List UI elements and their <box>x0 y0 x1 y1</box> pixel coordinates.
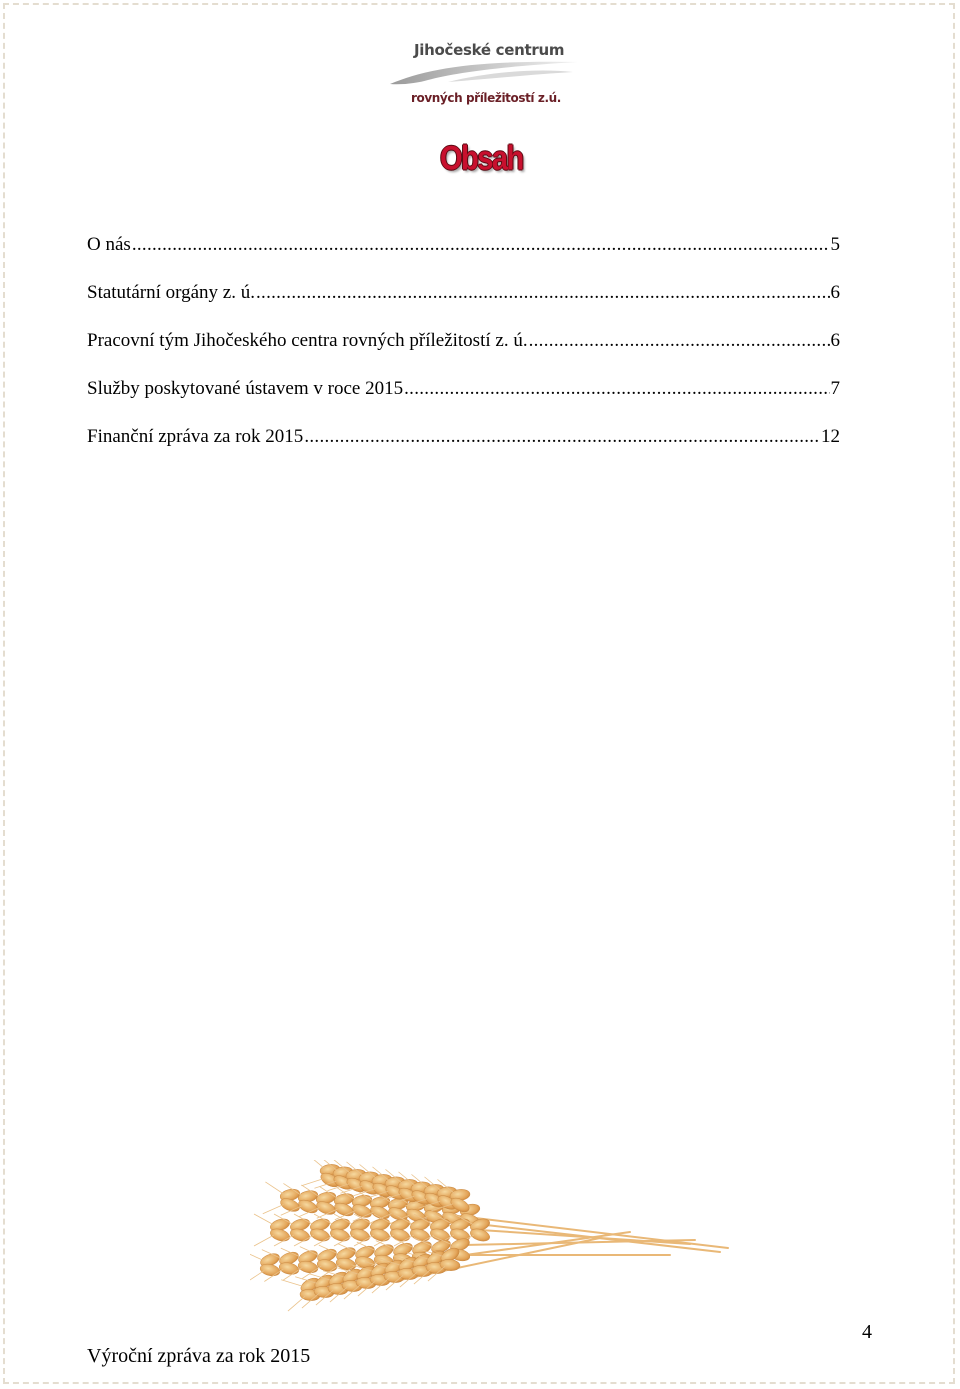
logo-line1: Jihočeské centrum <box>414 41 565 59</box>
toc-heading: Obsah <box>440 140 523 178</box>
table-of-contents <box>87 233 840 473</box>
logo-swoosh-icon <box>388 58 588 90</box>
toc-entry-title: Statutární orgány z. ú. <box>87 282 255 303</box>
toc-entry-title: Finanční zpráva za rok 2015 <box>87 426 304 447</box>
wheat-awn <box>305 1160 327 1169</box>
toc-entry-title: Služby poskytované ústavem v roce 2015 <box>87 378 404 399</box>
toc-entry-page: 12 <box>821 426 840 447</box>
toc-entry[interactable] <box>87 329 840 377</box>
toc-entry-page: 6 <box>830 282 840 303</box>
toc-entry[interactable] <box>87 377 840 425</box>
wheat-awn <box>263 1203 284 1216</box>
toc-leader-dots <box>404 377 829 401</box>
toc-leader-dots <box>132 233 830 257</box>
toc-entry[interactable] <box>87 281 840 329</box>
wheat-awn <box>265 1182 286 1195</box>
toc-entry-title: O nás <box>87 234 131 255</box>
wheat-awn <box>254 1214 274 1225</box>
toc-entry[interactable] <box>87 233 840 281</box>
toc-entry-page: 7 <box>830 378 840 399</box>
toc-leader-dots <box>256 281 830 305</box>
toc-leader-dots <box>529 329 830 353</box>
toc-entry[interactable] <box>87 425 840 473</box>
page-number: 4 <box>862 1321 872 1343</box>
wheat-illustration-icon <box>250 1160 740 1315</box>
toc-leader-dots <box>304 425 820 449</box>
toc-entry-title: Pracovní tým Jihočeského centra rovných příležitostí z. ú. <box>87 330 528 351</box>
toc-entry-page: 5 <box>830 234 840 255</box>
organization-logo <box>388 36 588 112</box>
wheat-awn <box>254 1235 274 1246</box>
toc-entry-page: 6 <box>830 330 840 351</box>
footer-title: Výroční zpráva za rok 2015 <box>87 1345 311 1367</box>
logo-line2: rovných příležitostí z.ú. <box>411 91 561 105</box>
